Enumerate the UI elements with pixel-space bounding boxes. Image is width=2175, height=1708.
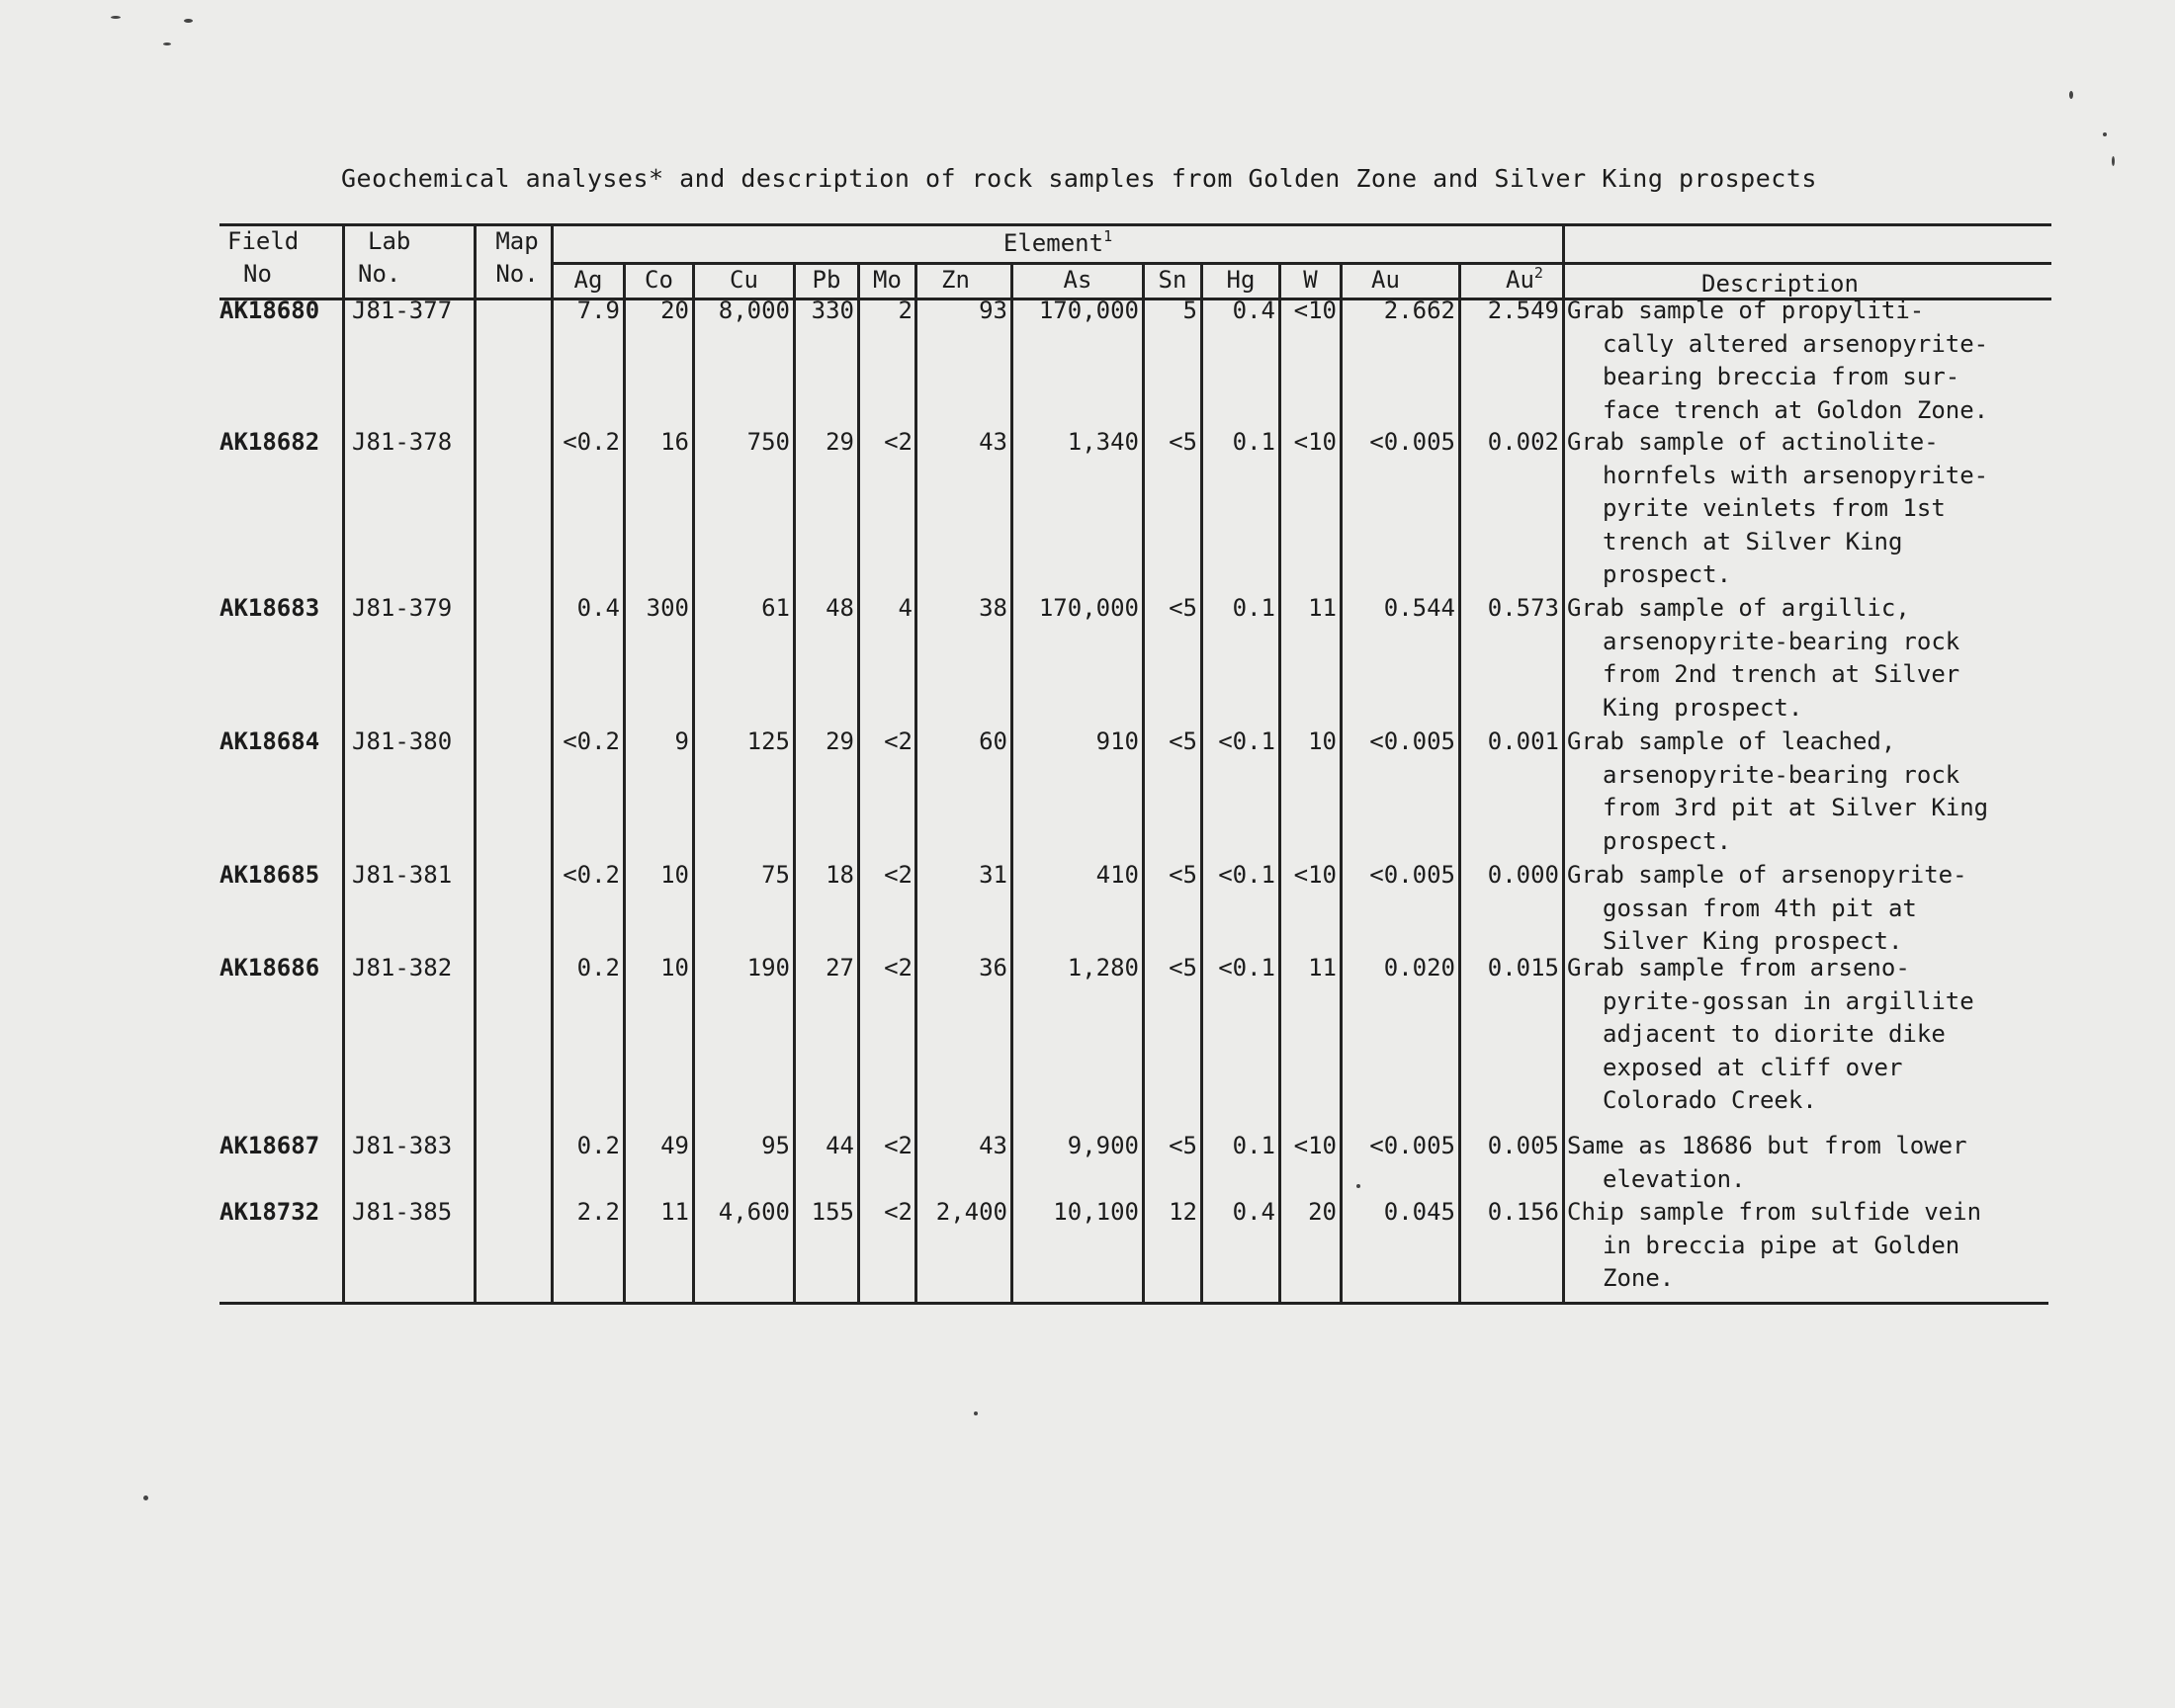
- cell-description: [1567, 952, 2061, 1118]
- description-line: in breccia pipe at Golden: [1603, 1231, 1960, 1259]
- scan-speck: [2112, 156, 2115, 166]
- cell-sn: <5: [1169, 727, 1197, 755]
- cell-pb: 44: [826, 1132, 854, 1159]
- cell-lab-no: J81-385: [352, 1198, 453, 1226]
- cell-w: 11: [1308, 594, 1337, 622]
- cell-w: <10: [1293, 1132, 1337, 1159]
- description-line: Same as 18686 but from lower: [1567, 1132, 1967, 1159]
- cell-zn: 38: [979, 594, 1007, 622]
- cell-au2: 0.000: [1487, 861, 1559, 889]
- cell-as: 170,000: [1038, 297, 1139, 324]
- cell-as: 9,900: [1067, 1132, 1139, 1159]
- description-line: Grab sample of propyliti-: [1567, 297, 1925, 324]
- cell-description: [1567, 426, 2061, 592]
- cell-co: 49: [660, 1132, 689, 1159]
- cell-w: 10: [1308, 727, 1337, 755]
- cell-au2: 0.015: [1487, 954, 1559, 982]
- cell-as: 1,340: [1067, 428, 1139, 456]
- cell-hg: <0.1: [1218, 861, 1275, 889]
- description-line: from 3rd pit at Silver King: [1603, 794, 1989, 821]
- col-divider: [1562, 223, 1565, 1304]
- cell-au: 0.045: [1383, 1198, 1455, 1226]
- scan-speck: [111, 16, 121, 19]
- header-element-label: Element: [1002, 229, 1104, 257]
- header-ag: Ag: [573, 266, 603, 294]
- scan-speck: [1356, 1184, 1360, 1188]
- description-line: Silver King prospect.: [1603, 927, 1903, 955]
- cell-pb: 29: [826, 428, 854, 456]
- header-lab-no: [358, 225, 472, 291]
- description-line: Grab sample of argillic,: [1567, 594, 1910, 622]
- description-line: gossan from 4th pit at: [1603, 894, 1917, 922]
- scan-speck: [2103, 132, 2107, 136]
- cell-au2: 2.549: [1487, 297, 1559, 324]
- cell-ag: <0.2: [563, 727, 620, 755]
- description-line: prospect.: [1603, 826, 1732, 855]
- cell-mo: <2: [884, 1132, 913, 1159]
- cell-w: <10: [1293, 297, 1337, 324]
- cell-hg: <0.1: [1218, 727, 1275, 755]
- cell-au: 0.544: [1383, 594, 1455, 622]
- cell-pb: 29: [826, 727, 854, 755]
- header-map-no-line2: No.: [495, 260, 539, 288]
- cell-field-no: AK18680: [219, 297, 320, 324]
- description-line: Grab sample of arsenopyrite-: [1567, 861, 1967, 889]
- cell-as: 170,000: [1038, 594, 1139, 622]
- cell-au2: 0.156: [1487, 1198, 1559, 1226]
- description-line: from 2nd trench at Silver: [1603, 660, 1960, 688]
- scan-speck: [974, 1411, 978, 1415]
- cell-co: 16: [660, 428, 689, 456]
- cell-zn: 36: [979, 954, 1007, 982]
- col-divider: [342, 223, 345, 1304]
- description-line: hornfels with arsenopyrite-: [1603, 461, 1989, 489]
- cell-zn: 31: [979, 861, 1007, 889]
- cell-ag: 0.4: [576, 594, 620, 622]
- cell-pb: 18: [826, 861, 854, 889]
- cell-hg: 0.4: [1232, 1198, 1275, 1226]
- cell-description: [1567, 295, 2061, 427]
- cell-au: <0.005: [1369, 727, 1455, 755]
- cell-field-no: AK18687: [219, 1132, 320, 1159]
- description-line: bearing breccia from sur-: [1603, 363, 1960, 390]
- cell-au: 0.020: [1383, 954, 1455, 982]
- header-mo: Mo: [873, 266, 902, 294]
- header-au2: [1506, 264, 1561, 297]
- header-as: As: [1063, 266, 1092, 294]
- cell-au2: 0.001: [1487, 727, 1559, 755]
- scan-speck: [163, 43, 171, 45]
- header-cu: Cu: [730, 266, 758, 294]
- cell-field-no: AK18686: [219, 954, 320, 982]
- description-line: Colorado Creek.: [1603, 1086, 1817, 1114]
- col-divider: [474, 223, 477, 1304]
- header-co: Co: [645, 266, 673, 294]
- header-map-no: [484, 225, 550, 291]
- cell-as: 910: [1095, 727, 1139, 755]
- cell-ag: <0.2: [563, 428, 620, 456]
- description-line: arsenopyrite-bearing rock: [1603, 627, 1960, 655]
- cell-pb: 27: [826, 954, 854, 982]
- description-line: Zone.: [1603, 1264, 1675, 1292]
- header-zn: Zn: [941, 266, 970, 294]
- cell-au: 2.662: [1383, 297, 1455, 324]
- cell-cu: 750: [746, 428, 790, 456]
- cell-field-no: AK18683: [219, 594, 320, 622]
- cell-lab-no: J81-382: [352, 954, 453, 982]
- cell-sn: <5: [1169, 594, 1197, 622]
- cell-au2: 0.005: [1487, 1132, 1559, 1159]
- cell-field-no: AK18685: [219, 861, 320, 889]
- description-line: King prospect.: [1603, 693, 1803, 722]
- description-line: Grab sample of leached,: [1567, 727, 1896, 755]
- cell-field-no: AK18732: [219, 1198, 320, 1226]
- cell-hg: 0.1: [1232, 594, 1275, 622]
- cell-sn: <5: [1169, 954, 1197, 982]
- header-map-no-line1: Map: [495, 227, 539, 255]
- cell-lab-no: J81-379: [352, 594, 453, 622]
- cell-ag: 2.2: [576, 1198, 620, 1226]
- cell-co: 11: [660, 1198, 689, 1226]
- table-bottom-rule: [219, 1302, 2048, 1305]
- cell-w: <10: [1293, 428, 1337, 456]
- cell-as: 410: [1095, 861, 1139, 889]
- description-line: exposed at cliff over: [1603, 1053, 1903, 1081]
- cell-ag: 0.2: [576, 1132, 620, 1159]
- description-line: Chip sample from sulfide vein: [1567, 1198, 1982, 1226]
- cell-pb: 155: [811, 1198, 854, 1226]
- scan-speck: [143, 1495, 148, 1500]
- cell-lab-no: J81-378: [352, 428, 453, 456]
- cell-cu: 61: [761, 594, 790, 622]
- cell-zn: 43: [979, 1132, 1007, 1159]
- cell-field-no: AK18682: [219, 428, 320, 456]
- cell-co: 10: [660, 954, 689, 982]
- description-line: Grab sample of actinolite-: [1567, 428, 1939, 456]
- cell-au2: 0.002: [1487, 428, 1559, 456]
- header-field-no-line2: No: [243, 260, 272, 288]
- cell-zn: 60: [979, 727, 1007, 755]
- cell-as: 10,100: [1053, 1198, 1139, 1226]
- cell-mo: <2: [884, 428, 913, 456]
- cell-description: [1567, 1130, 2061, 1196]
- cell-mo: 2: [898, 297, 913, 324]
- cell-au: <0.005: [1369, 1132, 1455, 1159]
- cell-au: <0.005: [1369, 861, 1455, 889]
- header-element-footnote: 1: [1103, 227, 1113, 245]
- header-description: Description: [1701, 270, 1859, 298]
- cell-lab-no: J81-381: [352, 861, 453, 889]
- header-field-no-line1: Field: [227, 227, 300, 255]
- header-element: [554, 227, 1562, 260]
- cell-hg: 0.1: [1232, 1132, 1275, 1159]
- cell-mo: 4: [898, 594, 913, 622]
- description-line: cally altered arsenopyrite-: [1603, 329, 1989, 358]
- description-line: face trench at Goldon Zone.: [1603, 395, 1989, 424]
- cell-cu: 95: [761, 1132, 790, 1159]
- cell-ag: <0.2: [563, 861, 620, 889]
- cell-au: <0.005: [1369, 428, 1455, 456]
- cell-hg: <0.1: [1218, 954, 1275, 982]
- cell-w: 11: [1308, 954, 1337, 982]
- cell-mo: <2: [884, 861, 913, 889]
- cell-hg: 0.1: [1232, 428, 1275, 456]
- description-line: arsenopyrite-bearing rock: [1603, 760, 1960, 789]
- header-au2-footnote: 2: [1533, 264, 1543, 282]
- cell-cu: 8,000: [718, 297, 790, 324]
- cell-mo: <2: [884, 954, 913, 982]
- cell-lab-no: J81-380: [352, 727, 453, 755]
- cell-zn: 43: [979, 428, 1007, 456]
- cell-co: 10: [660, 861, 689, 889]
- cell-pb: 330: [811, 297, 854, 324]
- cell-sn: <5: [1169, 861, 1197, 889]
- description-line: pyrite veinlets from 1st: [1603, 494, 1946, 522]
- cell-description: [1567, 859, 2061, 959]
- cell-cu: 4,600: [718, 1198, 790, 1226]
- description-line: Grab sample from arseno-: [1567, 954, 1910, 982]
- table-title: Geochemical analyses* and description of rock samples from Golden Zone and Silver King prospects: [341, 164, 1817, 193]
- cell-mo: <2: [884, 1198, 913, 1226]
- cell-description: [1567, 1196, 2061, 1296]
- cell-zn: 2,400: [935, 1198, 1007, 1226]
- cell-sn: 5: [1182, 297, 1197, 324]
- cell-mo: <2: [884, 727, 913, 755]
- cell-w: 20: [1308, 1198, 1337, 1226]
- header-field-no: [227, 225, 341, 291]
- header-lab-no-line1: Lab: [368, 227, 411, 255]
- cell-lab-no: J81-383: [352, 1132, 453, 1159]
- header-sn: Sn: [1158, 266, 1187, 294]
- cell-ag: 0.2: [576, 954, 620, 982]
- cell-sn: 12: [1169, 1198, 1197, 1226]
- cell-cu: 190: [746, 954, 790, 982]
- header-au: Au: [1371, 266, 1400, 294]
- header-hg: Hg: [1226, 266, 1256, 294]
- cell-co: 300: [646, 594, 689, 622]
- cell-pb: 48: [826, 594, 854, 622]
- cell-cu: 75: [761, 861, 790, 889]
- cell-cu: 125: [746, 727, 790, 755]
- cell-co: 9: [674, 727, 689, 755]
- cell-w: <10: [1293, 861, 1337, 889]
- description-line: pyrite-gossan in argillite: [1603, 986, 1974, 1015]
- cell-sn: <5: [1169, 428, 1197, 456]
- cell-description: [1567, 726, 2061, 858]
- cell-description: [1567, 592, 2061, 725]
- description-line: adjacent to diorite dike: [1603, 1020, 1946, 1048]
- cell-ag: 7.9: [576, 297, 620, 324]
- description-line: trench at Silver King: [1603, 527, 1903, 555]
- header-lab-no-line2: No.: [358, 260, 401, 288]
- description-line: prospect.: [1603, 560, 1732, 588]
- cell-au2: 0.573: [1487, 594, 1559, 622]
- description-line: elevation.: [1603, 1164, 1746, 1193]
- cell-lab-no: J81-377: [352, 297, 453, 324]
- scan-speck: [184, 19, 193, 23]
- cell-field-no: AK18684: [219, 727, 320, 755]
- cell-hg: 0.4: [1232, 297, 1275, 324]
- header-au2-label: Au: [1506, 266, 1534, 294]
- cell-as: 1,280: [1067, 954, 1139, 982]
- header-pb: Pb: [812, 266, 841, 294]
- header-w: W: [1303, 266, 1318, 294]
- scan-speck: [2069, 91, 2073, 99]
- cell-zn: 93: [979, 297, 1007, 324]
- cell-co: 20: [660, 297, 689, 324]
- cell-sn: <5: [1169, 1132, 1197, 1159]
